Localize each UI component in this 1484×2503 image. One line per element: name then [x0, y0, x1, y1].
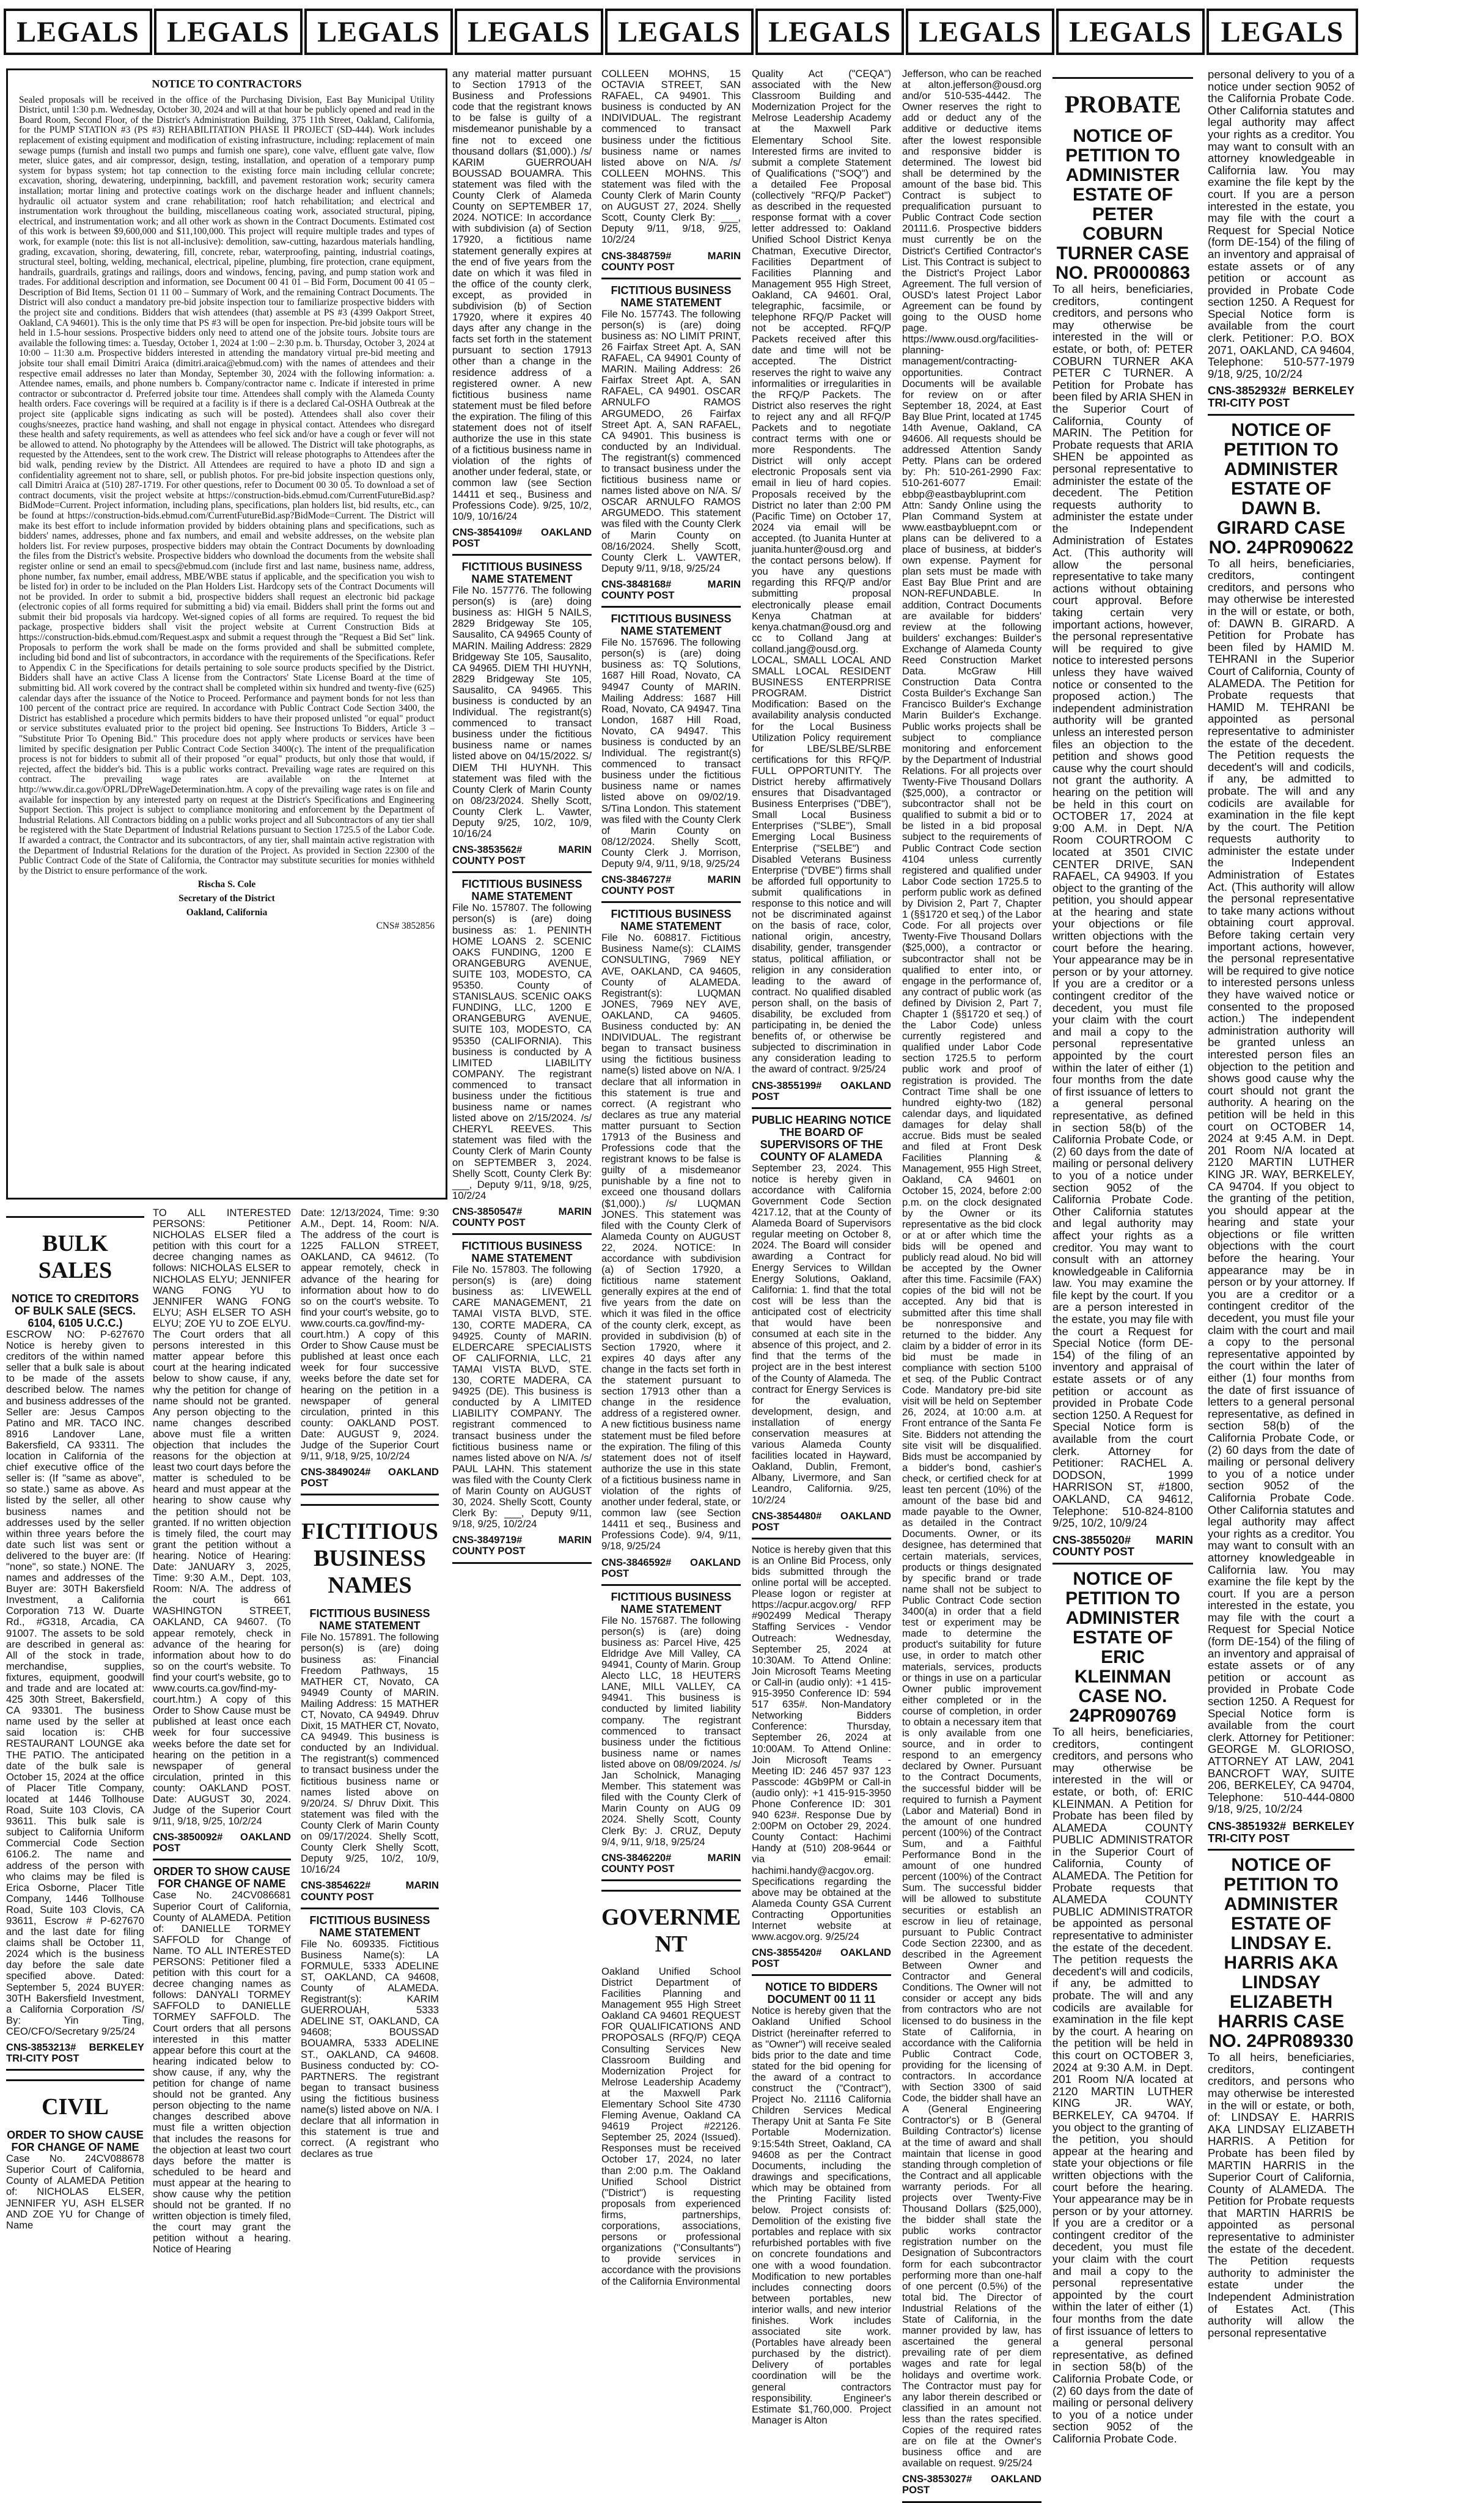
notice-heading: ORDER TO SHOW CAUSE FOR CHANGE OF NAME	[7, 2129, 144, 2154]
notice-divider	[902, 2501, 1041, 2503]
notice-text: To all heirs, beneficiaries, creditors, contingent creditors, and persons who may otherwise be interested in the will or estate, or both, of: LINDSAY E. HARRIS AKA LINDSAY ELIZABETH HARRIS. A Petition for Probate has been filed by MARTIN HARRIS in the Superior Court of California, County of ALAMEDA. The Petition for Probate requests that MARTIN HARRIS be appointed as personal representative to administer the estate of the decedent. The Petition requests authority to administer the estate under the Independent Administration of Estates Act. (This authority will allow the personal representative	[1208, 2051, 1354, 2339]
notice-title: NOTICE TO CONTRACTORS	[152, 78, 302, 90]
section-rule	[301, 1504, 439, 1506]
section-heading: BULK SALES	[38, 1231, 112, 1283]
notice-cns-line: CNS-3848168# MARIN COUNTY POST	[601, 578, 741, 602]
notice-text: File No. 157696. The following person(s) is (are) doing business as: TQ Solutions, 1687 Hill Road, Novato, CA 94947 County of MARIN. Mailing Address: 1687 Hill Road, Novato, CA 94947. Tina London, 1687 Hill Road, Novato, CA 94947. This business is conducted by an Individual. The registrant(s) commenced to transact business under the fictitious business name or names listed above on 09/02/19. S/Tina London. This statement was filed with the County Clerk of Marin County on 08/12/2024. Shelly Scott, County Clerk J. Morrison, Deputy 9/4, 9/11, 9/18, 9/25/24	[601, 636, 741, 869]
notice-heading: FICTITIOUS BUSINESS NAME STATEMENT	[461, 1240, 582, 1265]
section-rule	[1052, 77, 1193, 79]
notice-cns-line: CNS-3854622# MARIN COUNTY POST	[301, 1879, 439, 1903]
notice-text: To all heirs, beneficiaries, creditors, contingent creditors, and persons who may otherwise be interested in the will or estate, or both, of: PETER COBURN TURNER AKA PETER C TURNER. A Petition for Probate has been filed by ARIA SHEN in the Superior Court of California, County of MARIN. The Petition for Probate requests that ARIA SHEN be appointed as personal representative to administer the estate of the decedent. The Petition requests authority to administer the estate under the Independent Administration of Estates Act. (This authority will allow the personal representative to take many actions without obtaining court approval. Before taking certain very important actions, however, the personal representative will be required to give notice to interested persons unless they have waived notice or consented to the proposed action.) The independent administration authority will be granted unless an interested person files an objection to the petition and shows good cause why the court should not grant the authority. A hearing on the petition will be held in this court on OCTOBER 17, 2024 at 9:00 A.M. in Dept. N/A Room COURTROOM C located at 3501 CIVIC CENTER DRIVE, SAN RAFAEL, CA 94903. If you object to the granting of the petition, you should appear at the hearing and state your objections or file written objections with the court before the hearing. Your appearance may be in person or by your attorney. If you are a creditor or a contingent creditor of the decedent, you must file your claim with the court and mail a copy to the personal representative appointed by the court within the later of either (1) four months from the date of first issuance of letters to a general personal representative, as defined in section 58(b) of the California Probate Code, or (2) 60 days from the date of mailing or personal delivery to you of a notice under section 9052 of the California Probate Code. Other California statutes and legal authority may affect your rights as a creditor. You may want to consult with an attorney knowledgeable in California law. You may examine the file kept by the court. If you are a person interested in the estate, you may file with the court a Request for Special Notice (form DE-154) of the filing of an inventory and appraisal of estate assets or of any petition or account as provided in Probate Code section 1250. A Request for Special Notice form is available from the court clerk. Attorney for Petitioner: RACHEL A. DODSON, 1999 HARRISON ST, #1800, OAKLAND, CA 94612, Telephone: 510-824-8100 9/25, 10/2, 10/9/24	[1052, 282, 1193, 1530]
notice-heading: FICTITIOUS BUSINESS NAME STATEMENT	[309, 1914, 430, 1939]
legals-header-label: LEGALS	[17, 15, 139, 48]
legals-header-label: LEGALS	[468, 15, 590, 48]
notice-text: File No. 157776. The following person(s) is (are) doing business as: HIGH 5 NAILS, 2829 Bridgeway Ste 105, Sausalito, CA 94965 County of MARIN. Mailing Address: 2829 Bridgeway Ste 105, Sausalito, CA 94965. DIEM THI HUYNH, 2829 Bridgeway Ste 105, Sausalito, CA 94965. This business is conducted by an Individual. The registrant(s) commenced to transact business under the fictitious business name or names listed above on 04/15/2022. S/ DIEM THI HUYNH. This statement was filed with the County Clerk of Marin County on 08/23/2024. Shelly Scott, County Clerk L. Vawter, Deputy 9/25, 10/2, 10/9, 10/16/24	[452, 584, 592, 840]
notice-heading: FICTITIOUS BUSINESS NAME STATEMENT	[461, 561, 582, 586]
legals-header-1	[4, 9, 152, 55]
notice-text: Jefferson, who can be reached at alton.jefferson@ousd.org and/or 510-535-4442. The Owner reserves the right to add or deduct any of the additive or deductive items after the lowest responsible and responsive bidder is determined. The lowest bid shall be determined by the amount of the base bid. This Contract is subject to prequalification pursuant to Public Contract Code section 20111.6. Prospective bidders must currently be on the District's Certified Contractor's List. This Contract is subject to the District's Project Labor Agreement. The full version of OUSD's latest Project Labor Agreement can be found by going to the OUSD home page. https://www.ousd.org/facilities-planning-management/contracting-opportunities. Contract Documents will be available for review on or after September 18, 2024, at East Bay Blue Print, located at 1745 14th Avenue, Oakland, CA 94606. All requests should be addressed Attention Sandy Petty. Plans can be ordered by: Ph: 510-261-2990 Fax: 510-261-6077 Email: ebbp@eastbaybluprint.com Attn: Sandy Online using the Plan Command System at www.eastbaybluepnt.com or plans can be delivered to a place of business, at bidder's own expense. Payment for plan sets must be made with East Bay Blue Print and are NON-REFUNDABLE. In addition, Contract Documents are available for bidders' review at the following builders' exchanges: Builder's Exchange of Alameda County Reed Construction Market Data. McGraw Hill Construction Data Contra Costa Builder's Exchange San Francisco Builder's Exchange Marin Builder's Exchange. Public works projects shall be subject to compliance monitoring and enforcement by the Department of Industrial Relations. For all projects over Twenty-Five Thousand Dollars ($25,000), a contractor or subcontractor shall not be qualified to submit a bid or to be listed in a bid proposal subject to the requirements of Public Contract Code section 4104 unless currently registered and qualified under Labor Code section 1725.5 to perform public work as defined by Division 2, Part 7, Chapter 1 (§§1720 et seq.) of the Labor Code. For all projects over Twenty-Five Thousand Dollars ($25,000), a contractor or subcontractor shall not be qualified to enter into, or engage in the performance of, any contract of public work (as defined by Division 2, Part 7, Chapter 1 (§§1720 et seq.) of the Labor Code) unless currently registered and qualified under Labor Code section 1725.5 to perform public work and proof of registration is provided. The Contract Time shall be one hundred eighty-two (182) calendar days, and liquidated damages for delay shall accrue. Bids must be sealed and filed at Front Desk Facilities Planning & Management, 955 High Street, Oakland, CA 94601 on October 15, 2024, before 2:00 p.m. on the clock designated by the Owner or its representative as the bid clock or at or after which time the bids will be opened and publicly read aloud. No bid will be accepted by the Owner after this time. Facsimile (FAX) copies of the bid will not be accepted. Any bid that is submitted after this time shall be nonresponsive and returned to the bidder. Any claim by a bidder of error in its bid must be made in compliance with section 5100 et seq. of the Public Contract Code. Mandatory pre-bid site visit will be held on September 26, 2024, at 10:00 a.m. at Front entrance of the Santa Fe Site. Bidders not attending the site visit will be disqualified. Bids must be accompanied by a bidder's bond, cashier's check, or certified check for at least ten percent (10%) of the amount of the base bid and made payable to the Owner, as detailed in the Contract Documents. Owner, or its designee, has determined that certain materials, services, products or things designated by specific brand or trade name shall not be subject to Public Contract Code section 3400(a) in order that a field test or experiment may be made to determine the product's suitability for future use, in order to match other materials, services, products or things in use on a particular Owner public improvement either completed or in the course of completion, in order to obtain a necessary item that is only available from one source, and in order to respond to an emergency declared by Owner. Pursuant to the Contract Documents, the successful bidder will be required to furnish a Payment (Labor and Material) Bond in the amount of one hundred percent (100%) of the Contract Sum, and a Faithful Performance Bond in the amount of one hundred percent (100%) of the Contract Sum. The successful bidder will be allowed to substitute securities or establish an escrow in lieu of retainage, pursuant to Public Contract Code Section 22300, and as described in the Agreement Between Owner and Contractor and General Conditions. The Owner will not consider or accept any bids from contractors who are not licensed to do business in the State of California, in accordance with the California Public Contract Code, providing for the licensing of contractors. In accordance with Section 3300 of said Code, the bidder shall have an A (General Engineering Contractor's) or B (General Building Contractor's) license at the time of award and shall maintain that license in good standing through completion of the Contract and all applicable warranty periods. For all projects over Twenty-Five Thousand Dollars ($25,000), the bidder shall state the public works contractor registration number on the Designation of Subcontractors form for each subcontractor performing more than one-half of one percent (0.5%) of the total bid. The Director of Industrial Relations of the State of California, in the manner provided by law, has ascertained the general prevailing rate of per diem wages and rate for legal holidays and overtime work. The Contractor must pay for any labor therein described or classified in an amount not less than the rates specified. Copies of the required rates are on file at the Owner's business office and are available on request. 9/25/24	[902, 68, 1041, 2469]
notice-text: Oakland Unified School District Department of Facilities Planning and Management 955 High Street Oakland CA 94601 REQUEST FOR QUALIFICATIONS AND PROPOSALS (RFQ/P) CEQA Consulting Services New Classroom Building and Modernization Project for Melrose Leadership Academy at the Maxwell Park Elementary School Site 4730 Fleming Avenue, Oakland CA 94619 Project #22126. September 25, 2024 (Issued). Responses must be received October 17, 2024, no later than 2:00 p.m. The Oakland Unified School District ("District") is requesting proposals from experienced firms, partnerships, corporations, associations, persons or professional organizations ("Consultants") to provide services in accordance with the provisions of the California Environmental	[601, 1965, 741, 2287]
notice-text: COLLEEN MOHNS, 15 OCTAVIA STREET, SAN RAFAEL, CA 94901. This business is conducted by AN INDIVIDUAL. The registrant commenced to transact business under the fictitious business name or names listed above on N/A. /s/ COLLEEN MOHNS. This statement was filed with the County Clerk of Marin County on AUGUST 27, 2024. Shelly Scott, County Clerk By: ___, Deputy 9/11, 9/18, 9/25, 10/2/24	[601, 68, 741, 246]
notice-heading: FICTITIOUS BUSINESS NAME STATEMENT	[611, 284, 732, 309]
notice-text: File No. 157687. The following person(s) is (are) doing business as: Parcel Hive, 425 Eldridge Ave Mill Valley, CA 94941, County of Marin. Group Alecto LLC, 18 HEUTERS LANE, MILL VALLEY, CA 94941. This business is conducted by limited liability company. The registrant commenced to transact business under the fictitious business name or names listed above on 08/09/2024. /s/ Jan Scholnick, Managing Member. This statement was filed with the County Clerk of Marin County on AUG 09 2024. Shelly Scott, County Clerk By: J. CRUZ, Deputy 9/4, 9/11, 9/18, 9/25/24	[601, 1614, 741, 1848]
notice-text: personal delivery to you of a notice under section 9052 of the California Probate Code. Other California statutes and legal authority may affect your rights as a creditor. You may want to consult with an attorney knowledgeable in California law. You may examine the file kept by the court. If you are a person interested in the estate, you may file with the court a Request for Special Notice (form DE-154) of the filing of an inventory and appraisal of estate assets or of any petition or account as provided in Probate Code section 1250. A Request for Special Notice form is available from the court clerk. Petitioner: P.O. BOX 2071, OAKLAND, CA 94604, Telephone: 510-577-1979 9/18, 9/25, 10/2/24	[1208, 68, 1354, 380]
notice-text: File No. 608817. Fictitious Business Name(s): CLAIMS CONSULTING, 7969 NEY AVE, OAKLAND, CA 94605, County of ALAMEDA. Registrant(s): LUQMAN JONES, 7969 NEY AVE, OAKLAND, CA 94605. Business conducted by: AN INDIVIDUAL. The registrant began to transact business using the fictitious business name(s) listed above on N/A. I declare that all information in this statement is true and correct. (A registrant who declares as true any material matter pursuant to Section 17913 of the Business and Professions code that the registrant knows to be false is guilty of a misdemeanor punishable by a fine not to exceed one thousand dollars ($1,000).) /s/ LUQMAN JONES. This statement was filed with the County Clerk of Alameda County on AUGUST 22, 2024. NOTICE: In accordance with subdivision (a) of Section 17920, a fictitious name statement generally expires at the end of five years from the date on which it was filed in the office of the county clerk, except, as provided in subdivision (b) of Section 17920, where it expires 40 days after any change in the facts set forth in the statement pursuant to section 17913 other than a change in the residence address of a registered owner. A new fictitious business name statement must be filed before the expiration. The filing of this statement does not of itself authorize the use in this state of a fictitious business name in violation of the rights of another under federal, state, or common law (see Section 14411 et seq., Business and Professions Code). 9/4, 9/11, 9/18, 9/25/24	[601, 932, 741, 1552]
section-heading: PROBATE	[1064, 90, 1181, 118]
notice-divider	[153, 1859, 291, 1860]
notice-divider	[752, 1538, 891, 1539]
notice-text: To all heirs, beneficiaries, creditors, contingent creditors, and persons who may otherwise be interested in the will or estate, or both, of: ERIC KLEINMAN. A Petition for Probate has been filed by ALAMEDA COUNTY PUBLIC ADMINISTRATOR in the Superior Court of California, County of ALAMEDA. The Petition for Probate requests that ALAMEDA COUNTY PUBLIC ADMINISTRATOR be appointed as personal representative to administer the estate of the decedent. The petition requests the decedent's will and codicils, if any, be admitted to probate. The will and any codicils are available for examination in the file kept by the court. A hearing on the petition will be held in this court on OCTOBER 3, 2024 at 9:30 A.M. in Dept. 201 Room N/A located at 2120 MARTIN LUTHER KING JR. WAY, BERKELEY, CA 94704. If you object to the granting of the petition, you should appear at the hearing and state your objections or file written objections with the court before the hearing. Your appearance may be in person or by your attorney. If you are a creditor or a contingent creditor of the decedent, you must file your claim with the court and mail a copy to the personal representative appointed by the court within the later of either (1) four months from the date of first issuance of letters to a general personal representative, as defined in section 58(b) of the California Probate Code, or (2) 60 days from the date of mailing or personal delivery to you of a notice under section 9052 of the California Probate Code.	[1052, 1725, 1193, 2445]
notice-heading: ORDER TO SHOW CAUSE FOR CHANGE OF NAME	[153, 1865, 290, 1890]
notice-divider	[752, 1974, 891, 1976]
notice-divider	[301, 1908, 439, 1909]
notice-heading: FICTITIOUS BUSINESS NAME STATEMENT	[611, 1590, 732, 1615]
legals-header-row	[0, 0, 1484, 64]
notice-divider	[601, 1584, 741, 1586]
notice-text: Case No. 24CV088678 Superior Court of California, County of ALAMEDA Petition of: NICHOLAS ELSER, JENNIFER YU, ASH ELSER AND ZOE YU for Change of Name	[6, 2153, 144, 2231]
section-rule	[601, 1890, 741, 1892]
notice-cns-line: CNS-3846220# MARIN COUNTY POST	[601, 1851, 741, 1874]
notice-text: File No. 157743. The following person(s) is (are) doing business as: NO LIMIT PRINT, 26 Fairfax Street Apt. A, SAN RAFAEL, CA 94901 County of MARIN. Mailing Address: 26 Fairfax Street Apt. A, SAN RAFAEL, CA 94901. OSCAR ARNULFO RAMOS ARGUMEDO, 26 Fairfax Street Apt. A, SAN RAFAEL, CA 94901. This business is conducted by an Individual. The registrant(s) commenced to transact business under the fictitious business name or names listed above on N/A. S/ OSCAR ARNULFO RAMOS ARGUMEDO. This statement was filed with the County Clerk of Marin County on 08/16/2024. Shelly Scott, County Clerk L. VAWTER, Deputy 9/11, 9/18, 9/25/24	[601, 308, 741, 574]
notice-heading: NOTICE OF PETITION TO ADMINISTER ESTATE OF PETER COBURN TURNER CASE NO. PR0000863	[1055, 126, 1191, 283]
notice-cns-line: CNS-3849719# MARIN COUNTY POST	[452, 1534, 592, 1557]
notice-divider	[452, 871, 592, 873]
notice-signer: Rischa S. Cole	[197, 879, 256, 890]
notice-cns-line: CNS-3854480# OAKLAND POST	[752, 1510, 891, 1533]
column-5	[601, 68, 741, 2287]
section-heading: FICTITIOUS BUSINESS NAMES	[301, 1519, 438, 1599]
notice-divider	[452, 554, 592, 556]
notice-text: File No. 157891. The following person(s) is (are) doing business as: Financial Freedom Pathways, 15 MATHER CT, Novato, CA 94949 County of MARIN. Mailing Address: 15 MATHER CT, Novato, CA 94949. Dhruv Dixit, 15 MATHER CT, Novato, CA 94949. This business is conducted by an Individual. The registrant(s) commenced to transact business under the fictitious business name or names listed above on 9/20/24. S/ Dhruv Dixit. This statement was filed with the County Clerk of Marin County on 09/17/2024. Shelly Scott, County Clerk Shelly Scott, Deputy 9/25, 10/2, 10/9, 10/16/24	[301, 1631, 439, 1876]
notice-divider	[1208, 1849, 1354, 1851]
notice-divider	[452, 1562, 592, 1564]
notice-signer-title: Secretary of the District	[178, 893, 275, 904]
legals-header-label: LEGALS	[317, 15, 440, 48]
notice-heading: NOTICE TO CREDITORS OF BULK SALE (SECS. 6104, 6105 U.C.C.)	[11, 1292, 139, 1329]
section-rule	[6, 2079, 144, 2081]
notice-heading: NOTICE OF PETITION TO ADMINISTER ESTATE OF ERIC KLEINMAN CASE NO. 24PR090769	[1065, 1568, 1180, 1726]
notice-text: any material matter pursuant to Section 17913 of the Business and Professions code that the registrant knows to be false is guilty of a misdemeanor punishable by a fine not to exceed one thousand dollars ($1,000).) /s/ KARIM GUERROUAH BOUSSAD BOUAMRA. This statement was filed with the County Clerk of Alameda County on SEPTEMBER 17, 2024. NOTICE: In accordance with subdivision (a) of Section 17920, a fictitious name statement generally expires at the end of five years from the date on which it was filed in the office of the county clerk, except, as provided in subdivision (b) of Section 17920, where it expires 40 days after any change in the facts set forth in the statement pursuant to section 17913 other than a change in the residence address of a registered owner. A new fictitious business name statement must be filed before the expiration. The filing of this statement does not of itself authorize the use in this state of a fictitious business name in violation of the rights of another under federal, state, or common law (see Section 14411 et seq., Business and Professions Code). 9/25, 10/2, 10/9, 10/16/24	[452, 68, 592, 522]
legals-header-9	[1207, 9, 1358, 55]
notice-heading: NOTICE OF PETITION TO ADMINISTER ESTATE OF LINDSAY E. HARRIS AKA LINDSAY ELIZABETH HARRIS CASE NO. 24PR089330	[1208, 1855, 1354, 2052]
notice-heading: FICTITIOUS BUSINESS NAME STATEMENT	[309, 1607, 430, 1632]
notice-cns-line: CNS-3851932# BERKELEY TRI-CITY POST	[1208, 1819, 1354, 1845]
column-3-lower	[301, 1207, 439, 2160]
notice-cns-line: CNS-3855020# MARIN COUNTY POST	[1052, 1533, 1193, 1558]
notice-cns-line: CNS-3846592# OAKLAND POST	[601, 1556, 741, 1579]
column-1	[6, 1207, 144, 2231]
legals-header-label: LEGALS	[618, 15, 741, 48]
legals-header-6	[755, 9, 904, 55]
notice-divider	[601, 1879, 741, 1881]
notice-text: To all heirs, beneficiaries, creditors, contingent creditors, and persons who may otherwise be interested in the will or estate, or both, of: DAWN B. GIRARD. A Petition for Probate has been filed by HAMID M. TEHRANI in the Superior Court of California, County of ALAMEDA. The Petition for Probate requests that HAMID M. TEHRANI be appointed as personal representative to administer the estate of the decedent. The Petition requests the decedent's will and codicils, if any, be admitted to probate. The will and any codicils are available for examination in the file kept by the court. The Petition requests authority to administer the estate under the Independent Administration of Estates Act. (This authority will allow the personal representative to take many actions without obtaining court approval. Before taking certain very important actions, however, the personal representative will be required to give notice to interested persons unless they have waived notice or consented to the proposed action.) The independent administration authority will be granted unless an interested person files an objection to the petition and shows good cause why the court should not grant the authority. A hearing on the petition will be held in this court on OCTOBER 14, 2024 at 9:45 A.M. in Dept. 201 Room N/A located at 2120 MARTIN LUTHER KING JR. WAY, BERKELEY, CA 94704. If you object to the granting of the petition, you should appear at the hearing and state your objections or file written objections with the court before the hearing. Your appearance may be in person or by your attorney. If you are a creditor or a contingent creditor of the decedent, you must file your claim with the court and mail a copy to the personal representative appointed by the court within the later of either (1) four months from the date of first issuance of letters to a general personal representative, as defined in section 58(b) of the California Probate Code, or (2) 60 days from the date of mailing or personal delivery to you of a notice under section 9052 of the California Probate Code. Other California statutes and legal authority may affect your rights as a creditor. You may want to consult with an attorney knowledgeable in California law. You may examine the file kept by the court. If you are a person interested in the estate, you may file with the court a Request for Special Notice (form DE-154) of the filing of an inventory and appraisal of estate assets or of any petition or account as provided in Probate Code section 1250. A Request for Special Notice form is available from the court clerk. Attorney for Petitioner: GEORGE M. GLORIOSO, ATTORNEY AT LAW, 2041 BANCROFT WAY, SUITE 206, BERKELEY, CA 94704, Telephone: 510-444-0800 9/18, 9/25, 10/2/24	[1208, 556, 1354, 1816]
column-7	[902, 68, 1041, 2496]
notice-divider	[1208, 414, 1354, 416]
notice-heading: FICTITIOUS BUSINESS NAME STATEMENT	[611, 613, 732, 638]
notice-text: File No. 609335. Fictitious Business Name(s): LA FORMULE, 5333 ADELINE ST, OAKLAND, CA 94608, County of ALAMEDA. Registrant(s): KARIM GUERROUAH, 5333 ADELINE ST, OAKLAND, CA 94608; BOUSSAD BOUAMRA, 5333 ADELINE ST., OAKLAND, CA 94608. Business conducted by: CO-PARTNERS. The registrant began to transact business using the fictitious business name(s) listed above on N/A. I declare that all information in this statement is true and correct. (A registrant who declares as true	[301, 1937, 439, 2160]
notice-cns-line: CNS-3855199# OAKLAND POST	[752, 1079, 891, 1102]
notice-text: Case No. 24CV086681 Superior Court of California, County of ALAMEDA. Petition of: DANIELLE TORMEY SAFFOLD for Change of Name. TO ALL INTERESTED PERSONS: Petitioner filed a petition with this court for a decree changing names as follows: DANYALI TORMEY SAFFOLD to DANIELLE TORMEY SAFFOLD. The Court orders that all persons interested in this matter appear before this court at the hearing indicated below to show cause, if any, why the petition for change of name should not be granted. Any person objecting to the name changes described above must file a written objection that includes the reasons for the objection at least two court days before the matter is scheduled to be heard and must appear at the hearing to show cause why the petition should not be granted. If no written objection is timely filed, the court may grant the petition without a hearing. Notice of Hearing	[153, 1889, 291, 2255]
column-6	[752, 68, 892, 2426]
notice-divider	[6, 2069, 144, 2071]
notice-to-contractors	[6, 68, 447, 1200]
notice-text: File No. 157807. The following person(s) is (are) doing business as: 1. PENINTH HOME LOANS 2. SCENIC OAKS FUNDING, 1200 E ORANGEBURG AVENUE, SUITE 103, MODESTO, CA 95350. County of STANISLAUS. SCENIC OAKS FUNDING, LLC, 1200 E ORANGEBURG AVENUE, SUITE 103, MODESTO, CA 95350 (CALIFORNIA). This business is conducted by A LIMITED LIABILITY COMPANY. The registrant commenced to transact business under the fictitious business name or names listed above on 2/15/2024. /s/ CHERYL REEVES. This statement was filed with the County Clerk of Marin County on SEPTEMBER 3, 2024. Shelly Scott, County Clerk By: ___, Deputy 9/11, 9/18, 9/25, 10/2/24	[452, 902, 592, 1201]
notice-divider	[301, 1494, 439, 1495]
notice-divider	[601, 606, 741, 608]
notice-divider	[601, 278, 741, 279]
notice-signer-place: Oakland, California	[186, 907, 268, 918]
legals-header-label: LEGALS	[1069, 15, 1192, 48]
legals-header-8	[1056, 9, 1205, 55]
notice-divider	[601, 901, 741, 903]
notice-cns-line: CNS-3848759# MARIN COUNTY POST	[601, 249, 741, 273]
notice-heading: PUBLIC HEARING NOTICE THE BOARD OF SUPERVISORS OF THE COUNTY OF ALAMEDA	[752, 1113, 892, 1163]
notice-cns: CNS# 3852856	[376, 921, 435, 932]
notice-divider	[1052, 1563, 1193, 1565]
notice-divider	[752, 1107, 891, 1109]
notice-body: Sealed proposals will be received in the office of the Purchasing Division, East Bay Municipal Utility District, until 1:30 p.m. Wednesday, October 30, 2024 and will at that hour be publicly opened and read in the Board Room, Second Floor, of the District's Administration Building, 375 11th Street, Oakland, California, for the PUMP STATION #3 (PS #3) REHABILITATION PHASE II PROJECT (SD-444). Work includes replacement of existing equipment and modification of existing infrastructure, including: replacement of main sewage pumps (furnish and install two pumps and furnish one spare), cone valve, effluent gate valve, flow meter, sluice gates, and air compressor, design, testing, installation, and operation of a temporary pump system for bypass system; hot tap connection to the existing force main including cellular concrete; excavation, shoring, dewatering, underpinning, backfill, and pavement restoration work; security camera installation; mortar lining and protective coatings work on the discharge header and influent channels; hydraulic oil actuator system and crane rehabilitation; roof hatch rehabilitation; and electrical and instrumentation work throughout the building, miscellaneous coating work, associated structural, piping, electrical, and instrumentation work; and all other work as shown in the Contract Documents. Estimated cost of this work is between $9,600,000 and $11,100,000. This project will require multiple trades and types of work, for example (note: this list is not all-inclusive): demolition, saw-cutting, hazardous materials handling, grading, excavation, shoring, dewatering, fill, concrete, rebar, waterproofing, painting, industrial coatings, structural steel, bolting, welding, mechanical, electrical, pipeline, plumbing, fire protection, crane equipment, handrails, guardrails, gratings and railings, doors and windows, fencing, paving, and pump station work and trades. For additional description and information, see Document 00 41 01 – Bid Form, Document 00 41 05 – Description of Bid Items, Section 01 11 00 – Summary of Work, and the remaining Contract Documents. The District will also conduct a mandatory pre-bid jobsite inspection tour to familiarize prospective bidders with the project site and conditions. Bidders that wish attendees (that) assemble at PS #3 (4399 Oakport Street, Oakland, CA 94601). This is the only time that PS #3 will be open for inspection. Pre-bid jobsite tours will be held in 1.5-hour sessions. Prospective bidders only need to attend one of the jobsite tours. Jobsite tours are available the following times: a. Tuesday, October 1, 2024 at 1:00 – 2:30 p.m. b. Thursday, October 3, 2024 at 10:00 – 11:30 a.m. Prospective bidders interested in attending the mandatory virtual pre-bid meeting and jobsite tour shall email Dimitri Araica (dimitri.araica@ebmud.com) with the names of attendees and their respective email addresses no later than Monday, September 30, 2024 with the following information: a. Attendee names, emails, and phone numbers b. Company/contractor name c. Indicate if interested in prime contractor or subcontractor d. Preferred jobsite tour time. Attendees shall comply with the Alameda County health orders. Face coverings will be required at a facility is if there is a declared Cal-OSHA Outbreak at the project site (applicable signs indicating as such will be posted). Attendees shall also cover their coughs/sneezes, practice hand washing, and shall not engage in physical contact. Attendees who disregard these health and safety requirements, as well as attendees who feel sick and/or have a cough or fever will not be allowed to attend. No photography by the Attendees will be allowed. The District will take photographs, as requested by the Attendees, sent to the work crew. The District will release photographs to Attendees after the bid walk, pending review by the District. All Attendees are required to have a photo ID and sign a confidentiality agreement not to share, sell, or publish photos. For pre-bid jobsite inspection questions only, call Dimitri Araica at (510) 287-1719. For other questions, refer to Document 00 30 05. To download a set of contract documents, visit the project website at https://construction-bids.ebmud.com/CurrentFutureBid.asp?BidMode=Current. Project information, including plans, specifications, plan holders list, bid results, etc., can be found at https://construction-bids.ebmud.com/CurrentFutureBid.asp?BidMode=Current. The District will make its best effort to include information provided by bidders obtaining plans and specifications, such as bidders' names, addresses, phone and fax numbers, and email and website addresses, on the website plan holders list. For review purposes, prospective bidders may obtain the Contract Documents by downloading the files from the District's website. Prospective bidders who download the documents from the website shall register online or send an email to specs@ebmud.com (include first and last name, business name, address, phone number, fax number, email address, MBE/WBE status if applicable, and the specification you wish to be listed for) in order to be included on the Plan Holders List. Hardcopy sets of the Contract Documents will not be provided. In order to submit a bid, prospective bidders shall request an electronic bid package (electronic copies of all forms required for submitting a bid) via email. Bidders shall print the forms out and submit their bid proposals via hardcopy. Wet-signed copies of all forms are required. To request the bid package, prospective bidders shall visit the project website at Current Construction Bids at https://construction-bids.ebmud.com/Request.aspx and submit a request through the "Request a Bid Set" link. Proposals to perform the work shall be made on the forms provided and shall be submitted complete, including bid bond and list of subcontractors, in accordance with the requirements of the Specifications. Refer to Appendix C in the Specifications for details pertaining to sole source products specified by the District. Bidders shall have an active Class A license from the Contractors' State License Board at the time of submitting bid. All work covered by the contract shall be completed within six hundred and twenty-five (625) calendar days after the issuance of the Notice to Proceed. Performance and payment bonds for not less than 100 percent of the contract price are required. In accordance with Public Contract Code Section 3400, the District has established a procedure which permits bidders to have their proposed unlisted "or equal" product or service substitutes evaluated prior to the project bid opening. See Instructions To Bidders, Article 3 – "Substitute Prior To Opening Bid." This procedure does not apply where products or services have been limited by specific designation per Public Contract Code Section 3400(c). The intent of the prequalification process is not for bidders to submit all of their proposed "or equal" products, but only those that would, if rejected, affect the bidder's bid. This is a public works contract. Prevailing wage rates are required on this contract. The prevailing wage rates are available on the Internet at http://www.dir.ca.gov/OPRL/DPreWageDetermination.htm. A copy of the prevailing wage rates is on file and available for inspection by any interested party on request at the District's Specifications and Engineering Support Section. This project is subject to compliance monitoring and enforcement by the Department of Industrial Relations. All Contractors bidding on a public works project and all Subcontractors of any tier shall be registered with the State Department of Industrial Relations pursuant to Section 1725.5 of the Labor Code. If awarded a contract, the Contractor and its subcontractors, of any tier, shall maintain active registration with the Department of Industrial Relations for the duration of the Project. As provided in Section 22300 of the Public Contract Code of the State of California, the Contractor may substitute securities for monies withheld by the District to ensure performance of the work.	[19, 94, 435, 876]
legals-header-3	[304, 9, 453, 55]
legals-header-7	[906, 9, 1054, 55]
notice-cns-line: CNS-3855420# OAKLAND POST	[752, 1947, 891, 1970]
column-2-lower	[153, 1207, 291, 2255]
notice-cns-line: CNS-3850547# MARIN COUNTY POST	[452, 1205, 592, 1228]
legals-header-label: LEGALS	[919, 15, 1041, 48]
section-rule	[6, 1216, 144, 1218]
section-heading: GOVERNMENT	[601, 1904, 741, 1957]
legals-header-5	[605, 9, 754, 55]
notice-divider	[452, 1233, 592, 1235]
column-9-probate	[1208, 68, 1354, 2339]
legals-header-4	[455, 9, 603, 55]
notice-text: TO ALL INTERESTED PERSONS: Petitioner NICHOLAS ELSER filed a petition with this court for a decree changing names as follows: NICHOLAS ELSER to NICHOLAS ELYU; JENNIFER WANG FONG YU to JENNIFER WANG FONG ELYU; ASH ELSER TO ASH ELYU; ZOE YU to ZOE ELYU. The Court orders that all persons interested in this matter appear before this court at the hearing indicated below to show cause, if any, why the petition for change of name should not be granted. Any person objecting to the name changes described above must file a written objection that includes the reasons for the objection at least two court days before the matter is scheduled to be heard and must appear at the hearing to show cause why the petition should not be granted. If no written objection is timely filed, the court may grant the petition without a hearing. Notice of Hearing: Date: JANUARY 3, 2025, Time: 9:30 A.M., Dept. 103, Room: N/A. The address of the court is 661 WASHINGTON STREET, OAKLAND, CA 94607. (To appear remotely, check in advance of the hearing for information about how to do so on the court's website. To find your court's website, go to www.courts.ca.gov/find-my-court.htm.) A copy of this Order to Show Cause must be published at least once each week for four successive weeks before the date set for hearing on the petition in a newspaper of general circulation, printed in this county: OAKLAND POST. Date: AUGUST 30, 2024. Judge of the Superior Court 9/11, 9/18, 9/25, 10/2/24	[153, 1207, 291, 1827]
notice-text: ESCROW NO: P-627670 Notice is hereby given to creditors of the within named seller that a bulk sale is about to be made of the assets described below. The names and business addresses of the Seller are: Jesus Campos Patino and MR. TACO INC. 8916 Landover Lane, Bakersfield, CA 93311. The location in California of the chief executive office of the seller is: (If "same as above", so state.) same as above. As listed by the seller, all other business names and addresses used by the seller within three years before the date such list was sent or delivered to the buyer are: (If "none", so state.) NONE. The names and addresses of the Buyer are: 30TH Bakersfield Investment, a California Corporation 713 W. Duarte Rd., #G318, Arcadia, CA 91007. The assets to be sold are described in general as: All of the stock in trade, merchandise, supplies, fixtures, equipment, goodwill and trade and are located at: 425 30th Street, Bakersfield, CA 93301. The business name used by the seller at said location is: CHB RESTAURANT LOUNGE aka THE PATIO. The anticipated date of the bulk sale is October 15, 2024 at the office of Placer Title Company, located at 1446 Tollhouse Road, Suite 103 Clovis, CA 93611. This bulk sale is subject to California Uniform Commercial Code Section 6106.2. The name and address of the person with who claims may be filed is Erica Osborne, Placer Title Company, 1446 Tollhouse Road, Suite 103 Clovis, CA 93611, Escrow # P-627670 and the last date for filing claims shall be October 11, 2024 which is the business day before the sale date specified above. Dated: September 5, 2024 BUYER: 30TH Bakersfield Investment, a California Corporation /S/ By: Yin Ting, CEO/CFO/Secretary 9/25/24	[6, 1329, 144, 2037]
notice-cns-line: CNS-3854109# OAKLAND POST	[452, 526, 592, 549]
notice-cns-line: CNS-3849024# OAKLAND POST	[301, 1466, 439, 1489]
legals-header-label: LEGALS	[768, 15, 891, 48]
notice-cns-line: CNS-3853213# BERKELEY TRI-CITY POST	[6, 2041, 144, 2065]
notice-text: Date: 12/13/2024, Time: 9:30 A.M., Dept. 14, Room: N/A. The address of the court is 1225 FALLON STREET, OAKLAND, CA 94612. (To appear remotely, check in advance of the hearing for information about how to do so on the court's website. To find your court's website, go to www.courts.ca.gov/find-my-court.htm.) A copy of this Order to Show Cause must be published at least once each week for four successive weeks before the date set for hearing on the petition in a newspaper of general circulation, printed in this county: OAKLAND POST. Date: AUGUST 9, 2024. Judge of the Superior Court 9/11, 9/18, 9/25, 10/2/24	[301, 1207, 439, 1462]
notice-cns-line: CNS-3850092# OAKLAND POST	[153, 1831, 291, 1854]
notice-heading: NOTICE TO BIDDERS DOCUMENT 00 11 11	[765, 1981, 878, 2006]
legals-header-2	[154, 9, 303, 55]
legals-header-label: LEGALS	[1221, 15, 1344, 48]
notice-text: Notice is hereby given that the Oakland Unified School District (hereinafter referred to as "Owner") will receive sealed bids prior to the date and time stated for the bid opening for the award of a contract to construct the ("Contract"), Project No. 21116 California Children Services Medical Therapy Unit at Santa Fe Site Portable Modernization. 9:15:54th Street, Oakland, CA 94608 as per the Contract Documents, including the drawings and specifications, which may be obtained from the Printing Facility listed below. Project consists of: Demolition of the existing five portables and replace with six refurbished portables with five on concrete foundations and one with a wood foundation. Modification to new portables includes connecting doors between portables, new interior walls, and new interior finishes. Work includes associated site work. (Portables have already been purchased by the district). Delivery of portables coordination will be the general contractors responsibility. Engineer's Estimate $1,760,000. Project Manager is Alton	[752, 2005, 891, 2426]
notice-heading: NOTICE OF PETITION TO ADMINISTER ESTATE OF DAWN B. GIRARD CASE NO. 24PR090622	[1208, 419, 1354, 558]
column-8-probate	[1052, 68, 1193, 2445]
column-4	[452, 68, 592, 2147]
section-heading: CIVIL	[42, 2094, 109, 2120]
notice-text: Notice is hereby given that this is an Online Bid Process, only bids submitted through the online portal will be accepted. Please logon or register at https://acpur.acgov.org/ RFP #902499 Medical Therapy Staffing Services - Vendor Outreach: Wednesday, September 25, 2024 at 10:30AM. To Attend Online: Join Microsoft Teams Meeting or Call-in (audio only): +1 415-915-3950 Conference ID: 594 517 635#. Non-Mandatory Networking Bidders Conference: Thursday, September 26, 2024 at 10:00AM. To Attend Online: Join Microsoft Teams - Meeting ID: 246 457 937 123 Passcode: 4Gb9PM or Call-in (audio only): +1 415-915-3950 Phone Conference ID: 301 940 623#. Response Due by 2:00PM on October 29, 2024. County Contact: Hachimi Handy at (510) 208-9644 or via email: hachimi.handy@acgov.org. Specifications regarding the above may be obtained at the Alameda County GSA Current Contracting Opportunities Internet website at www.acgov.org. 9/25/24	[752, 1543, 891, 1943]
notice-cns-line: CNS-3853562# MARIN COUNTY POST	[452, 844, 592, 867]
legals-header-label: LEGALS	[167, 15, 290, 48]
notice-cns-line: CNS-3853027# OAKLAND POST	[902, 2473, 1041, 2496]
notice-heading: FICTITIOUS BUSINESS NAME STATEMENT	[461, 878, 582, 903]
notice-text: File No. 157803. The following person(s) is (are) doing business as: LIVEWELL CARE MANAGEMENT, 21 TAMAI VISTA BLVD, STE. 130, CORTE MADERA, CA 94925. County of MARIN. ELDERCARE SPECIALISTS OF CALIFORNIA, LLC, 21 TAMAI VISTA BLVD, STE. 130, CORTE MADERA, CA 94925 (DE). This business is conducted by A LIMITED LIABILITY COMPANY. The registrant commenced to transact business under the fictitious business name or names listed above on N/A. /s/ PAUL LAHN. This statement was filed with the County Clerk of Marin County on AUGUST 30, 2024. Shelly Scott, County Clerk By: ___, Deputy 9/11, 9/18, 9/25, 10/2/24	[452, 1264, 592, 1530]
notice-heading: FICTITIOUS BUSINESS NAME STATEMENT	[611, 908, 732, 933]
notice-text: September 23, 2024. This notice is hereby given in accordance with California Government Code Section 4217.12, that at the County of Alameda Board of Supervisors regular meeting on October 8, 2024. The Board will consider awarding a Contract for Energy Services to Willdan Energy Solutions, Oakland, California: 1. find that the total cost will be less than the anticipated cost of electricity that would have been consumed at each site in the absence of this project, and 2. find that the terms of the project are in the best interest of the County of Alameda. The contract for Energy Services is for the evaluation, development, design, and installation of energy conservation measures at various Alameda County facilities located in Hayward, Oakland, Dublin, Fremont, Albany, Livermore, and San Leandro, California. 9/25, 10/2/24	[752, 1162, 891, 1506]
notice-cns-line: CNS-3846727# MARIN COUNTY POST	[601, 874, 741, 897]
notice-cns-line: CNS-3852932# BERKELEY TRI-CITY POST	[1208, 384, 1354, 410]
notice-text: Quality Act ("CEQA") associated with the New Classroom Building and Modernization Project for the Melrose Leadership Academy at the Maxwell Park Elementary School Site. Interested firms are invited to submit a complete Statement of Qualifications ("SOQ") and a detailed Fee Proposal (collectively "RFQ/P Packet") as described in the requested response format with a cover letter addressed to: Oakland Unified School District Kenya Chatman, Executive Director, Facilities Department of Facilities Planning and Management 955 High Street, Oakland, CA 94601. Oral, telegraphic, facsimile, or telephone RFQ/P Packet will not be accepted. RFQ/P Packets received after this date and time will not be accepted. The District reserves the right to waive any informalities or irregularities in the RFQ/P Packets. The District also reserves the right to reject any and all RFQ/P Packets and to negotiate contract terms with one or more Respondents. The District will only accept electronic Proposals sent via email in lieu of hard copies. Proposals received by the District no later than 2:00 PM (Pacific Time) on October 17, 2024 via email will be accepted. (to Juanita Hunter at juanita.hunter@ousd.org and the contact persons below). If you have any questions regarding this RFQ/P and/or submitting proposal electronically please email Kenya Chatman at kenya.chatman@ousd.org and cc to Colland Jang at colland.jang@ousd.org. LOCAL, SMALL LOCAL AND SMALL LOCAL RESIDENT BUSINESS ENTERPRISE PROGRAM. District Modification: Based on the availability analysis conducted for the Local Business Utilization Policy requirement for LBE/SLBE/SLRBE certifications for this RFQ/P. FULL OPPORTUNITY. The District hereby affirmatively ensures that Disadvantaged Business Enterprises ("DBE"), Small Local Business Enterprises ("SLBE"), Small Emerging Local Business Enterprise ("SELBE") and Disabled Veterans Business Enterprise ("DVBE") firms shall be afforded full opportunity to submit qualifications in response to this notice and will not be discriminated against on the basis of race, color, national origin, ancestry, disability, gender, transgender status, political affiliation, or religion in any consideration leading to the award of contract. No qualified disabled person shall, on the basis of disability, be excluded from participating in, be denied the benefits of, or otherwise be subjected to discrimination in any consideration leading to the award of contract. 9/25/24	[752, 68, 891, 1075]
